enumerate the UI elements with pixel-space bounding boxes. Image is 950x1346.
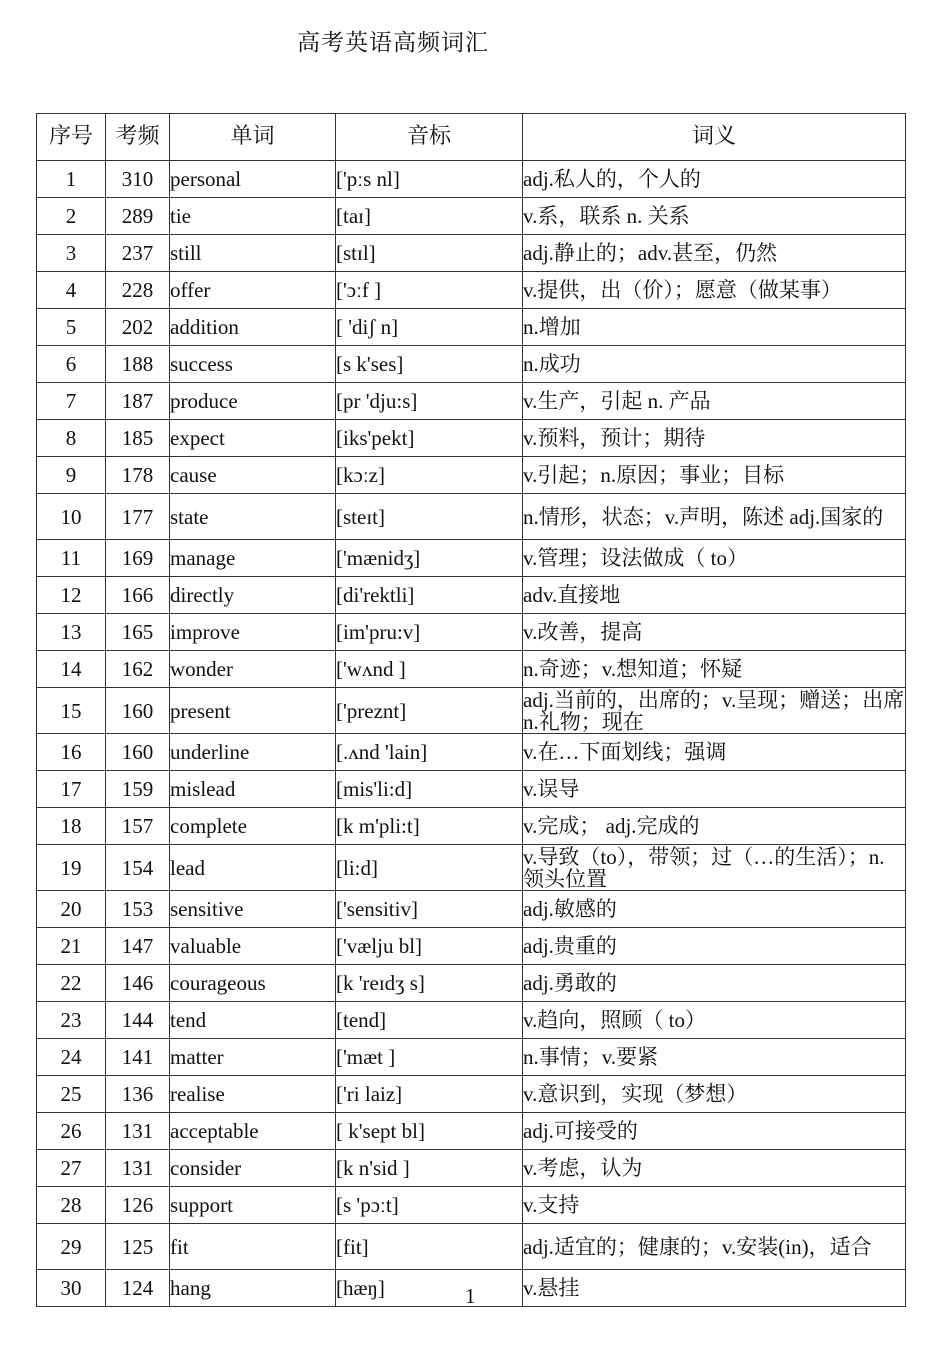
row-number: 10: [37, 494, 106, 540]
table-row: [37, 161, 906, 198]
row-word: consider: [170, 1150, 336, 1187]
table-row: [37, 577, 906, 614]
table-header-row: [37, 114, 906, 161]
table-row: [37, 1002, 906, 1039]
row-phonetic: [s 'pɔːt]: [336, 1187, 523, 1224]
row-definition: v.悬挂: [523, 1270, 906, 1307]
row-phonetic: ['mænidʒ]: [336, 540, 523, 577]
table-row: [37, 420, 906, 457]
row-definition: v.完成； adj.完成的: [523, 808, 906, 845]
table-row: [37, 808, 906, 845]
row-word: lead: [170, 845, 336, 891]
row-frequency: 202: [106, 309, 170, 346]
row-definition: v.预料，预计；期待: [523, 420, 906, 457]
table-row: [37, 272, 906, 309]
row-number: 4: [37, 272, 106, 309]
row-number: 22: [37, 965, 106, 1002]
row-phonetic: [tend]: [336, 1002, 523, 1039]
row-frequency: 126: [106, 1187, 170, 1224]
row-phonetic: ['vælju bl]: [336, 928, 523, 965]
table-row: [37, 688, 906, 734]
row-frequency: 228: [106, 272, 170, 309]
row-word: matter: [170, 1039, 336, 1076]
row-definition: adj.敏感的: [523, 891, 906, 928]
row-definition: v.意识到，实现（梦想）: [523, 1076, 906, 1113]
row-frequency: 166: [106, 577, 170, 614]
row-phonetic: [pr 'dju:s]: [336, 383, 523, 420]
row-definition: n.奇迹；v.想知道；怀疑: [523, 651, 906, 688]
row-definition: adj.贵重的: [523, 928, 906, 965]
table-row: [37, 1224, 906, 1270]
row-phonetic: [mis'li:d]: [336, 771, 523, 808]
row-number: 28: [37, 1187, 106, 1224]
row-number: 12: [37, 577, 106, 614]
row-number: 8: [37, 420, 106, 457]
row-number: 24: [37, 1039, 106, 1076]
row-frequency: 310: [106, 161, 170, 198]
header-frequency: 考频: [106, 114, 170, 161]
row-word: manage: [170, 540, 336, 577]
row-word: success: [170, 346, 336, 383]
row-phonetic: [kɔːz]: [336, 457, 523, 494]
table-row: [37, 734, 906, 771]
row-phonetic: ['preznt]: [336, 688, 523, 734]
row-definition: v.支持: [523, 1187, 906, 1224]
row-phonetic: [taɪ]: [336, 198, 523, 235]
row-frequency: 188: [106, 346, 170, 383]
table-row: [37, 198, 906, 235]
table-row: [37, 1039, 906, 1076]
row-number: 17: [37, 771, 106, 808]
row-definition: adj.适宜的；健康的；v.安装(in)，适合: [523, 1224, 906, 1270]
row-frequency: 147: [106, 928, 170, 965]
row-phonetic: [steɪt]: [336, 494, 523, 540]
row-word: realise: [170, 1076, 336, 1113]
row-phonetic: [k m'pli:t]: [336, 808, 523, 845]
row-definition: adj.勇敢的: [523, 965, 906, 1002]
row-definition: n.事情；v.要紧: [523, 1039, 906, 1076]
page-number: 1: [465, 1284, 476, 1308]
row-phonetic: [fit]: [336, 1224, 523, 1270]
row-frequency: 185: [106, 420, 170, 457]
row-frequency: 237: [106, 235, 170, 272]
row-word: tie: [170, 198, 336, 235]
row-frequency: 154: [106, 845, 170, 891]
row-definition: v.考虑，认为: [523, 1150, 906, 1187]
row-number: 2: [37, 198, 106, 235]
row-frequency: 160: [106, 734, 170, 771]
table-row: [37, 309, 906, 346]
row-phonetic: ['ri laiz]: [336, 1076, 523, 1113]
header-phonetic: 音标: [336, 114, 523, 161]
row-number: 27: [37, 1150, 106, 1187]
row-definition: adj.私人的，个人的: [523, 161, 906, 198]
row-frequency: 159: [106, 771, 170, 808]
row-number: 23: [37, 1002, 106, 1039]
row-number: 7: [37, 383, 106, 420]
row-frequency: 177: [106, 494, 170, 540]
row-word: cause: [170, 457, 336, 494]
vocabulary-table: [36, 113, 906, 1307]
table-row: [37, 965, 906, 1002]
table-row: [37, 845, 906, 891]
row-phonetic: [stɪl]: [336, 235, 523, 272]
row-word: state: [170, 494, 336, 540]
row-phonetic: [hæŋ]: [336, 1270, 523, 1307]
row-definition: v.提供，出（价）；愿意（做某事）: [523, 272, 906, 309]
row-definition: v.误导: [523, 771, 906, 808]
row-frequency: 153: [106, 891, 170, 928]
row-number: 21: [37, 928, 106, 965]
row-frequency: 162: [106, 651, 170, 688]
row-word: sensitive: [170, 891, 336, 928]
header-definition: 词义: [523, 114, 906, 161]
row-number: 13: [37, 614, 106, 651]
row-number: 18: [37, 808, 106, 845]
row-definition: v.管理；设法做成（ to）: [523, 540, 906, 577]
header-word: 单词: [170, 114, 336, 161]
table-row: [37, 928, 906, 965]
row-word: produce: [170, 383, 336, 420]
row-definition: adv.直接地: [523, 577, 906, 614]
table-row: [37, 891, 906, 928]
header-number: 序号: [37, 114, 106, 161]
row-frequency: 160: [106, 688, 170, 734]
row-number: 30: [37, 1270, 106, 1307]
row-word: offer: [170, 272, 336, 309]
row-frequency: 125: [106, 1224, 170, 1270]
row-number: 25: [37, 1076, 106, 1113]
table-row: [37, 651, 906, 688]
table-body: [37, 161, 906, 1307]
row-word: directly: [170, 577, 336, 614]
row-frequency: 131: [106, 1150, 170, 1187]
row-word: tend: [170, 1002, 336, 1039]
row-definition: adj.当前的，出席的；v.呈现；赠送；出席 n.礼物；现在: [523, 687, 905, 734]
row-frequency: 187: [106, 383, 170, 420]
row-definition: v.系，联系 n. 关系: [523, 198, 906, 235]
row-number: 3: [37, 235, 106, 272]
row-number: 15: [37, 688, 106, 734]
table-row: [37, 494, 906, 540]
row-definition: v.趋向，照顾（ to）: [523, 1002, 906, 1039]
row-definition: v.在…下面划线；强调: [523, 734, 906, 771]
row-frequency: 144: [106, 1002, 170, 1039]
row-number: 20: [37, 891, 106, 928]
row-number: 14: [37, 651, 106, 688]
row-number: 29: [37, 1224, 106, 1270]
row-word: support: [170, 1187, 336, 1224]
row-definition: n.增加: [523, 309, 906, 346]
row-frequency: 169: [106, 540, 170, 577]
row-phonetic: ['sensitiv]: [336, 891, 523, 928]
row-phonetic: [im'pru:v]: [336, 614, 523, 651]
row-frequency: 146: [106, 965, 170, 1002]
row-number: 11: [37, 540, 106, 577]
row-word: addition: [170, 309, 336, 346]
row-phonetic: [k 'reɪdʒ s]: [336, 965, 523, 1002]
document-title: 高考英语高频词汇: [297, 30, 489, 55]
row-word: expect: [170, 420, 336, 457]
table-row: [37, 771, 906, 808]
row-phonetic: [ 'diʃ n]: [336, 309, 523, 346]
row-phonetic: ['ɔːf ]: [336, 272, 523, 309]
row-definition: n.情形，状态；v.声明，陈述 adj.国家的: [523, 494, 906, 540]
table-row: [37, 1076, 906, 1113]
row-word: hang: [170, 1270, 336, 1307]
row-number: 6: [37, 346, 106, 383]
row-word: wonder: [170, 651, 336, 688]
row-number: 5: [37, 309, 106, 346]
row-phonetic: [li:d]: [336, 845, 523, 891]
row-definition: adj.静止的；adv.甚至，仍然: [523, 235, 906, 272]
table-row: [37, 1113, 906, 1150]
row-frequency: 131: [106, 1113, 170, 1150]
row-definition: v.改善，提高: [523, 614, 906, 651]
row-phonetic: [.ʌnd 'lain]: [336, 734, 523, 771]
table-row: [37, 383, 906, 420]
row-word: mislead: [170, 771, 336, 808]
row-phonetic: [iks'pekt]: [336, 420, 523, 457]
table-row: [37, 540, 906, 577]
row-number: 16: [37, 734, 106, 771]
row-definition: v.生产，引起 n. 产品: [523, 383, 906, 420]
row-word: underline: [170, 734, 336, 771]
row-number: 1: [37, 161, 106, 198]
row-word: fit: [170, 1224, 336, 1270]
table-row: [37, 235, 906, 272]
row-phonetic: [di'rektli]: [336, 577, 523, 614]
row-frequency: 157: [106, 808, 170, 845]
row-word: complete: [170, 808, 336, 845]
row-frequency: 141: [106, 1039, 170, 1076]
row-word: still: [170, 235, 336, 272]
table-row: [37, 1150, 906, 1187]
table-row: [37, 1187, 906, 1224]
row-definition: n.成功: [523, 346, 906, 383]
row-word: improve: [170, 614, 336, 651]
row-phonetic: ['mæt ]: [336, 1039, 523, 1076]
table-row: [37, 346, 906, 383]
row-definition: adj.可接受的: [523, 1113, 906, 1150]
row-word: valuable: [170, 928, 336, 965]
row-definition: v.导致（to），带领；过（…的生活）；n.领头位置: [523, 845, 906, 891]
row-phonetic: [k n'sid ]: [336, 1150, 523, 1187]
row-frequency: 289: [106, 198, 170, 235]
row-definition: v.引起；n.原因；事业；目标: [523, 457, 906, 494]
row-frequency: 165: [106, 614, 170, 651]
row-frequency: 136: [106, 1076, 170, 1113]
row-word: acceptable: [170, 1113, 336, 1150]
table-row: [37, 614, 906, 651]
row-frequency: 178: [106, 457, 170, 494]
row-number: 19: [37, 845, 106, 891]
row-word: present: [170, 688, 336, 734]
row-frequency: 124: [106, 1270, 170, 1307]
row-number: 9: [37, 457, 106, 494]
row-number: 26: [37, 1113, 106, 1150]
row-word: courageous: [170, 965, 336, 1002]
row-word: personal: [170, 161, 336, 198]
row-phonetic: [ k'sept bl]: [336, 1113, 523, 1150]
row-phonetic: ['wʌnd ]: [336, 651, 523, 688]
row-phonetic: ['pːs nl]: [336, 161, 523, 198]
row-phonetic: [s k'ses]: [336, 346, 523, 383]
table-row: [37, 457, 906, 494]
